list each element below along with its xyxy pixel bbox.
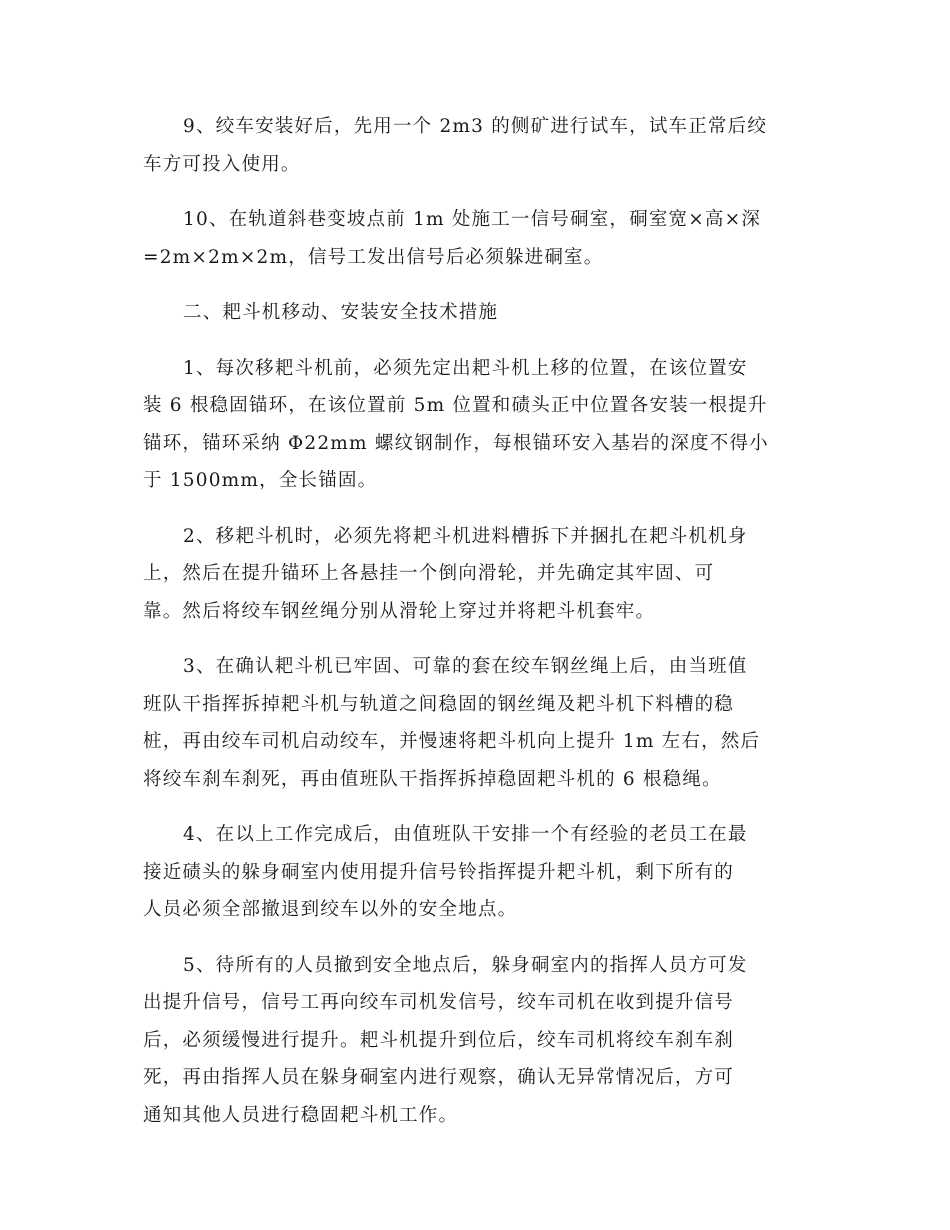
paragraph-step-4 [143, 816, 807, 929]
text-line: 后，必须缓慢进行提升。耙斗机提升到位后，绞车司机将绞车刹车刹 [143, 1029, 735, 1051]
text-line: 人员必须全部撤退到绞车以外的安全地点。 [143, 899, 518, 920]
text-line: 死，再由指挥人员在躲身硐室内进行观察，确认无异常情况后，方可 [143, 1067, 735, 1088]
heading-text: 二、耙斗机移动、安装安全技术措施 [183, 302, 499, 323]
text-line: 锚环，锚环采纳 Φ22mm 螺纹钢制作，每根锚环安入基岩的深度不得小 [143, 432, 769, 454]
section-heading [143, 294, 807, 332]
text-line: 班队干指挥拆掉耙斗机与轨道之间稳固的钢丝绳及耙斗机下料槽的稳 [143, 693, 735, 715]
paragraph-item-9 [143, 108, 807, 183]
text-line: 2、移耙斗机时，必须先将耙斗机进料槽拆下并捆扎在耙斗机机身 [183, 525, 748, 547]
paragraph-step-3 [143, 648, 807, 798]
text-line: 出提升信号，信号工再向绞车司机发信号，绞车司机在收到提升信号 [143, 992, 735, 1013]
text-line: 将绞车刹车刹死，再由值班队干指挥拆掉稳固耙斗机的 6 根稳绳。 [143, 768, 722, 790]
text-line: 10、在轨道斜巷变坡点前 1m 处施工一信号硐室，硐室宽×高×深 [183, 209, 762, 230]
text-line: 9、绞车安装好后，先用一个 2m3 的侧矿进行试车，试车正常后绞 [183, 116, 768, 137]
text-line: 5、待所有的人员撤到安全地点后，躲身硐室内的指挥人员方可发 [183, 954, 748, 976]
text-line: =2m×2m×2m，信号工发出信号后必须躲进硐室。 [143, 246, 604, 268]
paragraph-item-10 [143, 201, 807, 276]
text-line: 桩，再由绞车司机启动绞车，并慢速将耙斗机向上提升 1m 左右，然后 [143, 731, 761, 752]
document-body [143, 108, 807, 1152]
paragraph-step-5 [143, 947, 807, 1135]
text-line: 1、每次移耙斗机前，必须先定出耙斗机上移的位置，在该位置安 [183, 357, 748, 379]
text-line: 装 6 根稳固锚环，在该位置前 5m 位置和碛头正中位置各安装一根提升 [143, 395, 768, 416]
text-line: 3、在确认耙斗机已牢固、可靠的套在绞车钢丝绳上后，由当班值 [183, 656, 748, 677]
text-line: 车方可投入使用。 [143, 153, 301, 175]
text-line: 靠。然后将绞车钢丝绳分别从滑轮上穿过并将耙斗机套牢。 [143, 600, 656, 622]
text-line: 接近碛头的躲身硐室内使用提升信号铃指挥提升耙斗机，剩下所有的 [143, 861, 735, 883]
text-line: 于 1500mm，全长锚固。 [143, 470, 378, 491]
paragraph-step-2 [143, 518, 807, 631]
text-line: 上，然后在提升锚环上各悬挂一个倒向滑轮，并先确定其牢固、可 [143, 563, 715, 584]
text-line: 4、在以上工作完成后，由值班队干安排一个有经验的老员工在最 [183, 824, 748, 845]
paragraph-step-1 [143, 350, 807, 500]
text-line: 通知其他人员进行稳固耙斗机工作。 [143, 1104, 459, 1126]
